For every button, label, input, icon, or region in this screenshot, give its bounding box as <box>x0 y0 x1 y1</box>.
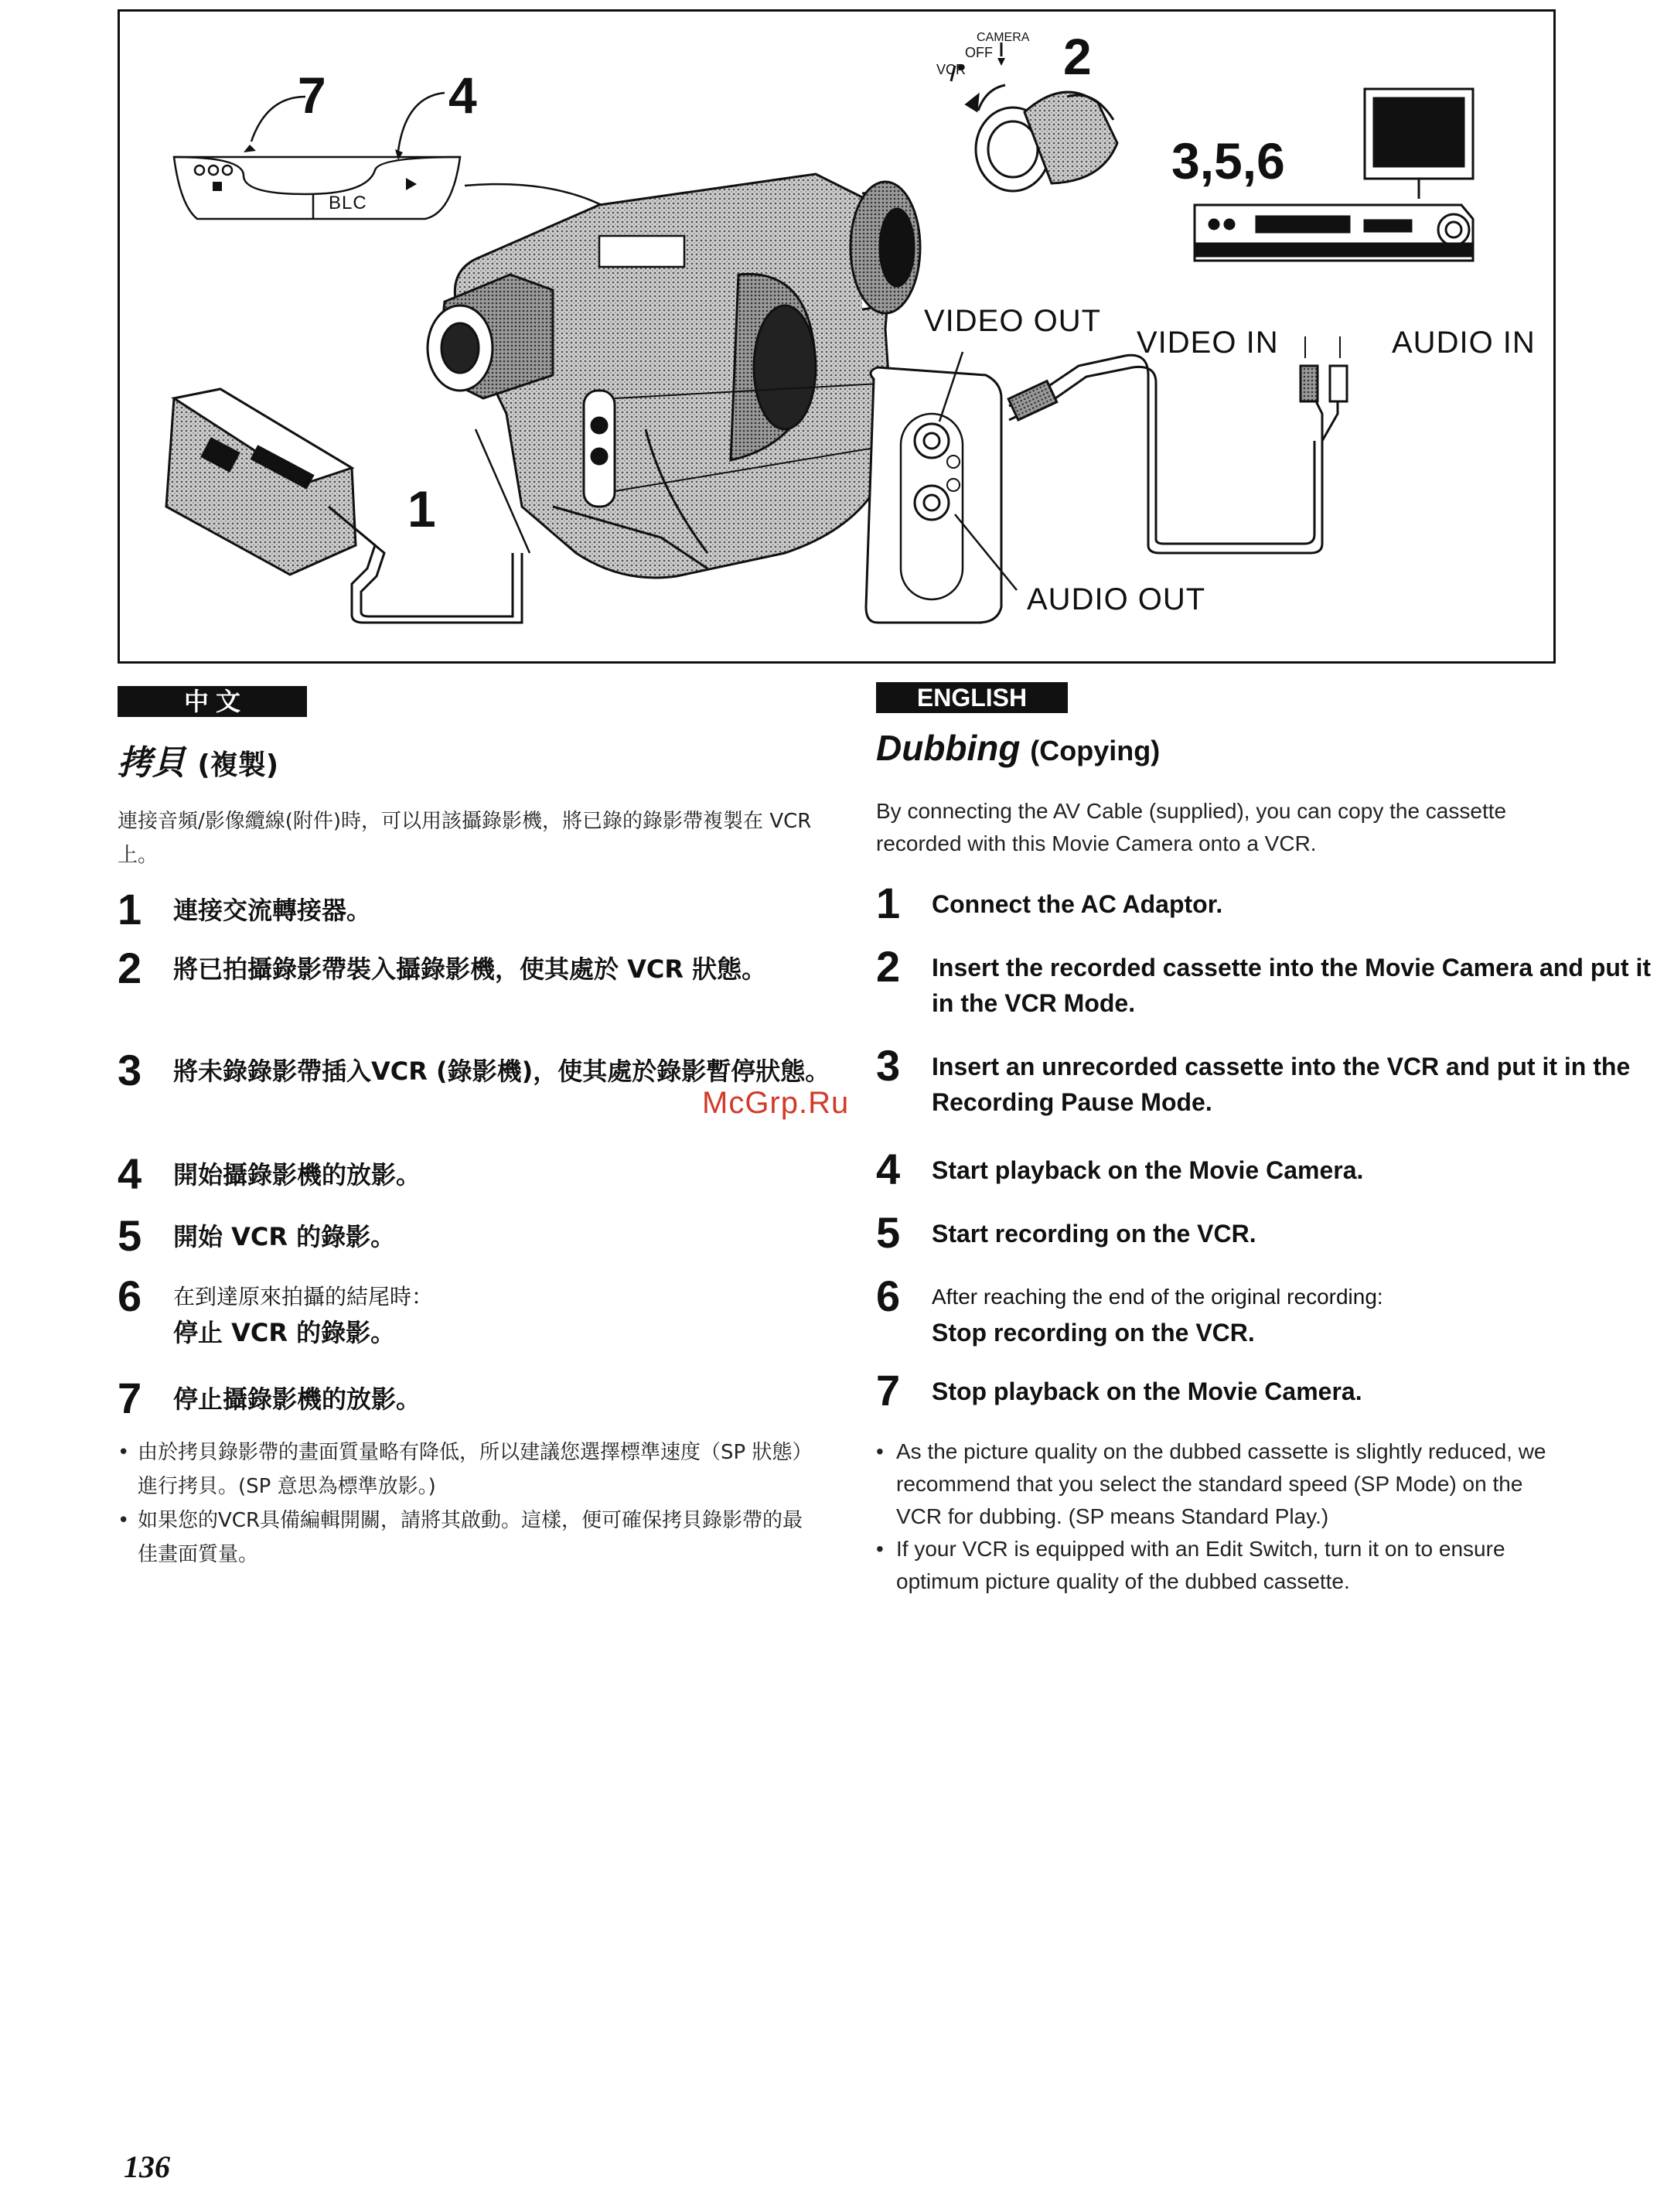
step-number: 3 <box>118 1046 142 1094</box>
dubbing-illustration <box>118 9 1556 664</box>
callout-4: 4 <box>448 67 477 124</box>
note-item: • As the picture quality on the dubbed cassette is slightly reduced, we recommend that you select the standard speed (SP Mode) on the VCR for dubbing. (SP means Standard Play.) <box>876 1435 1556 1533</box>
ac-adaptor <box>166 389 530 623</box>
step-text: 開始 VCR 的錄影。 <box>173 1222 396 1251</box>
step-number: 4 <box>876 1145 901 1193</box>
chinese-section-title <box>118 735 278 784</box>
camera-mode-label: CAMERA <box>977 31 1030 44</box>
chinese-intro: 連接音頻/影像纜線(附件)時，可以用該攝錄影機，將已錄的錄影帶複製在 VCR 上。 <box>118 810 812 867</box>
audio-out-label: AUDIO OUT <box>1027 582 1206 616</box>
audio-in-label: AUDIO IN <box>1392 326 1536 360</box>
callout-3-5-6: 3,5,6 <box>1171 132 1285 189</box>
blc-label: BLC <box>329 193 367 213</box>
step-text <box>932 1279 1674 1350</box>
av-jack-inset <box>866 352 1017 623</box>
arrow-head-icon <box>395 149 403 160</box>
step-number: 7 <box>118 1374 142 1422</box>
step-text: 連接交流轉接器。 <box>173 896 372 925</box>
note-item: • If your VCR is equipped with an Edit Switch, turn it on to ensure optimum picture quality of the dubbed cassette. <box>876 1533 1556 1598</box>
watermark: McGrp.Ru <box>702 1086 850 1120</box>
connection-diagram <box>120 12 1553 661</box>
step-number: 2 <box>876 942 901 991</box>
chinese-title-sub: (複製) <box>197 749 279 781</box>
step-number: 6 <box>118 1272 142 1320</box>
callout-7: 7 <box>298 67 326 124</box>
chinese-section-badge: 中 文 <box>118 686 307 717</box>
step-pretext: After reaching the end of the original recording: <box>932 1285 1383 1309</box>
step-text: Connect the AC Adaptor. <box>932 890 1223 918</box>
arrow-head-icon <box>244 145 256 152</box>
step-number: 5 <box>876 1208 901 1257</box>
dial-marker-icon <box>997 58 1005 66</box>
callout-2: 2 <box>1063 28 1092 85</box>
step-number: 7 <box>876 1366 901 1415</box>
step-number: 1 <box>118 885 142 934</box>
english-section-title <box>876 727 1160 769</box>
step-number: 4 <box>118 1149 142 1198</box>
step-number: 2 <box>118 944 142 992</box>
video-in-label: VIDEO IN <box>1137 326 1279 360</box>
callout-1: 1 <box>407 480 436 538</box>
step-text: Stop playback on the Movie Camera. <box>932 1377 1362 1405</box>
chinese-notes <box>118 1435 813 1572</box>
step-number: 1 <box>876 879 901 927</box>
page-number: 136 <box>124 2149 170 2184</box>
step-number: 5 <box>118 1211 142 1260</box>
chinese-title-main: 拷貝 <box>118 743 186 783</box>
off-mode-label: OFF <box>965 45 993 60</box>
english-title-sub: (Copying) <box>1030 735 1161 766</box>
movie-camera <box>428 174 920 578</box>
step-text: 開始攝錄影機的放影。 <box>173 1160 421 1190</box>
vcr-mode-label: VCR <box>936 62 967 77</box>
english-intro: By connecting the AV Cable (supplied), you can copy the cassette recorded with this Movie Camera onto a VCR. <box>876 799 1507 855</box>
step-text: Insert an unrecorded cassette into the VCR and put it in the Recording Pause Mode. <box>932 1053 1631 1116</box>
step-text: 將未錄錄影帶插入VCR (錄影機)，使其處於錄影暫停狀態。 <box>173 1057 830 1086</box>
step-text: 將已拍攝錄影帶裝入攝錄影機，使其處於 VCR 狀態。 <box>173 954 767 984</box>
step-text <box>173 1279 923 1350</box>
step-text: 停止攝錄影機的放影。 <box>173 1384 421 1414</box>
note-item: • 如果您的VCR具備編輯開關，請將其啟動。這樣，便可確保拷貝錄影帶的最佳畫面質量。 <box>118 1504 813 1572</box>
step-text: Start playback on the Movie Camera. <box>932 1156 1364 1184</box>
step-number: 6 <box>876 1272 901 1320</box>
step-main-text: 停止 VCR 的錄影。 <box>173 1318 396 1347</box>
note-item: • 由於拷貝錄影帶的畫面質量略有降低，所以建議您選擇標準速度（SP 狀態）進行拷貝。(SP 意思為標準放影。) <box>118 1435 813 1504</box>
step-number: 3 <box>876 1041 901 1090</box>
step-text: Insert the recorded cassette into the Movie Camera and put it in the VCR Mode. <box>932 954 1651 1017</box>
english-title-main: Dubbing <box>876 728 1021 768</box>
step-text: Start recording on the VCR. <box>932 1220 1256 1248</box>
video-out-label: VIDEO OUT <box>924 304 1102 338</box>
english-section-badge: ENGLISH <box>876 682 1068 713</box>
mode-dial-inset <box>951 43 1117 191</box>
step-pretext: 在到達原來拍攝的結尾時： <box>173 1284 434 1309</box>
av-cable <box>1008 336 1347 553</box>
stop-icon <box>213 182 222 191</box>
play-icon <box>406 178 417 190</box>
step-main-text: Stop recording on the VCR. <box>932 1319 1255 1347</box>
english-notes <box>876 1435 1556 1598</box>
